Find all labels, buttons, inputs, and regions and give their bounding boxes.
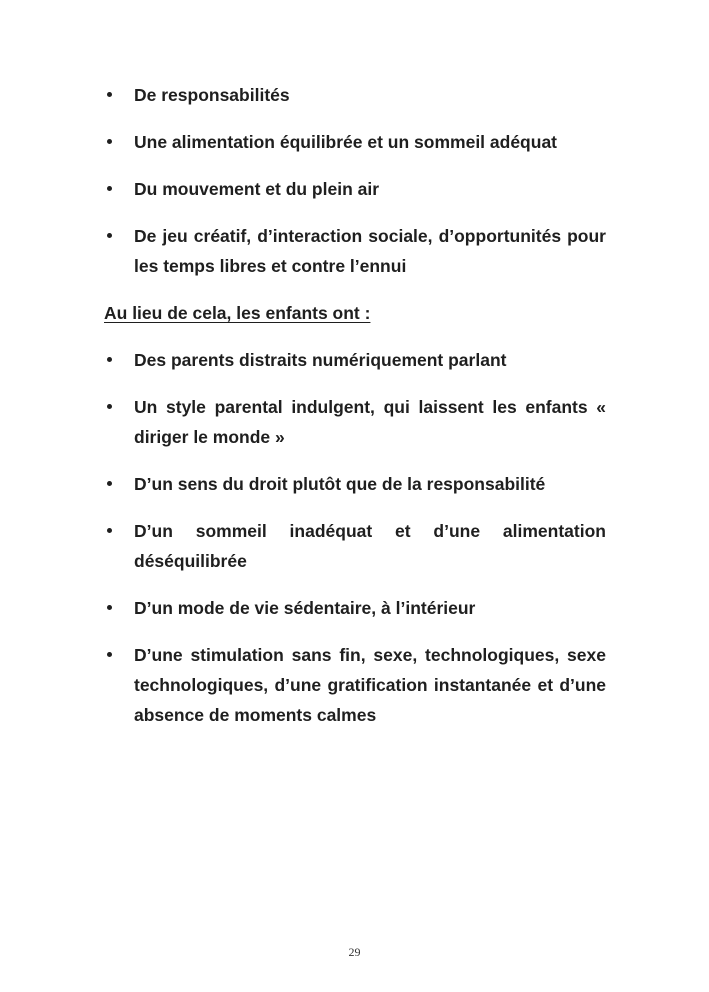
list-item: [104, 174, 606, 204]
bullet-icon: [107, 481, 112, 486]
list-item: [104, 221, 606, 281]
list-item-text: D’un sens du droit plutôt que de la responsabilité: [134, 474, 546, 494]
list-item-text: Des parents distraits numériquement parlant: [134, 350, 507, 370]
bullet-icon: [107, 404, 112, 409]
list-item-text: De jeu créatif, d’interaction sociale, d’opportunités pour les temps libres et contre l’ennui: [134, 226, 606, 276]
list-item: [104, 80, 606, 110]
bullet-icon: [107, 605, 112, 610]
list-item-text: D’un mode de vie sédentaire, à l’intérieur: [134, 598, 476, 618]
list-item: [104, 127, 606, 157]
page-content: [104, 80, 606, 747]
bullet-icon: [107, 186, 112, 191]
list-item-text: Du mouvement et du plein air: [134, 179, 380, 199]
list-item: [104, 640, 606, 730]
bullet-icon: [107, 92, 112, 97]
list-item-text: De responsabilités: [134, 85, 290, 105]
list-item: [104, 516, 606, 576]
list-item-text: D’un sommeil inadéquat et d’une alimentation déséquilibrée: [134, 521, 606, 571]
section-heading: Au lieu de cela, les enfants ont :: [104, 303, 371, 323]
page-number: 29: [348, 945, 361, 959]
needs-bullet-list: [104, 80, 606, 281]
list-item: [104, 392, 606, 452]
list-item-text: Une alimentation équilibrée et un sommeil adéquat: [134, 132, 557, 152]
bullet-icon: [107, 357, 112, 362]
list-item: [104, 345, 606, 375]
bullet-icon: [107, 528, 112, 533]
list-item: [104, 593, 606, 623]
bullet-icon: [107, 652, 112, 657]
list-item: [104, 469, 606, 499]
list-item-text: D’une stimulation sans fin, sexe, technologiques, sexe technologiques, d’une gratification instantanée et d’une absence de moments calmes: [134, 645, 606, 725]
list-item-text: Un style parental indulgent, qui laissent les enfants « diriger le monde »: [134, 397, 606, 447]
bullet-icon: [107, 233, 112, 238]
bullet-icon: [107, 139, 112, 144]
instead-bullet-list: [104, 345, 606, 730]
